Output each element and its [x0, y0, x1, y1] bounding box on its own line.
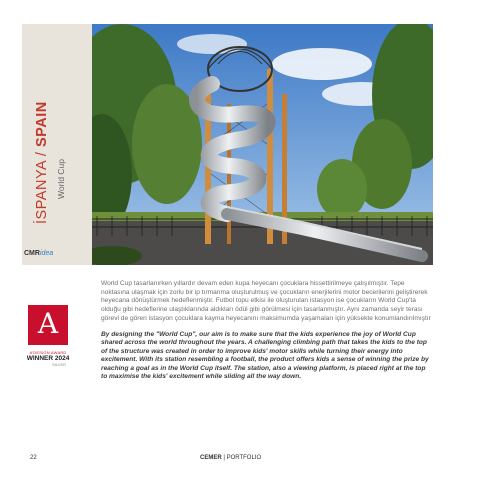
country-bold: SPAIN — [34, 101, 50, 147]
award-badge — [26, 305, 70, 367]
country-prefix: İSPANYA / — [34, 147, 50, 224]
project-name: World Cup — [56, 159, 66, 199]
footer-brand — [200, 455, 261, 461]
english-paragraph: By designing the "World Cup", our aim is to make sure that the kids experience the joy of World Cup shared across the world throughout the years. A challenging climbing path that takes the kids to the top of the structure was created in order to improve kids' motor skills while turning their energy into excitement. With its station resembling a football, the product offers kids a sense of winning the prize by reaching a goal as in the World Cup itself. The station, also a viewing platform, is placed right at the top to maximise the kids' excitement while sliding all the way down. — [101, 330, 429, 381]
playground-photo — [92, 24, 433, 265]
brand-logo-part2: idea — [39, 250, 54, 257]
turkish-paragraph: World Cup tasarlanırken yıllardır devam eden kupa heyecanı çocuklara hissettirilmeye çalışılmıştır. Tepe noktasına ulaşmak için zorlu bir ip tırmanma oluşturulmuş ve çocukların enerjilerini motor becerilerini geliştirerek heyecana dönüştürmek hedeflenmiştir. Futbol topu etkisi ile oluşturulan istasyon ise çocukların World Cup'ta olduğu gibi hedeflerine ulaştıklarında aldıkları ödül gibi görülmesi için tasarlanmıştır. Aynı zamanda seyir terası görevi de gören istasyon çocuklara kayma heyecanını maksimumda yaşamaları için yüksekte konumlandırılmıştır — [101, 280, 431, 322]
award-line2: WINNER 2024 — [26, 355, 70, 362]
brand-logo — [24, 250, 53, 257]
award-line1: A'DESIGN AWARD — [29, 350, 67, 355]
award-line3: SILVER — [52, 362, 66, 367]
country-title — [34, 101, 50, 224]
award-logo — [28, 305, 68, 345]
page-number: 22 — [30, 455, 37, 461]
playground-photo-illustration — [92, 24, 433, 265]
vertical-title — [34, 24, 74, 224]
footer-brand-bold: CEMER — [200, 455, 222, 461]
description — [101, 280, 433, 382]
award-a-icon: A — [37, 307, 59, 340]
footer-brand-rest: | PORTFOLIO — [221, 455, 262, 461]
brand-logo-part1: CMR — [24, 250, 40, 257]
